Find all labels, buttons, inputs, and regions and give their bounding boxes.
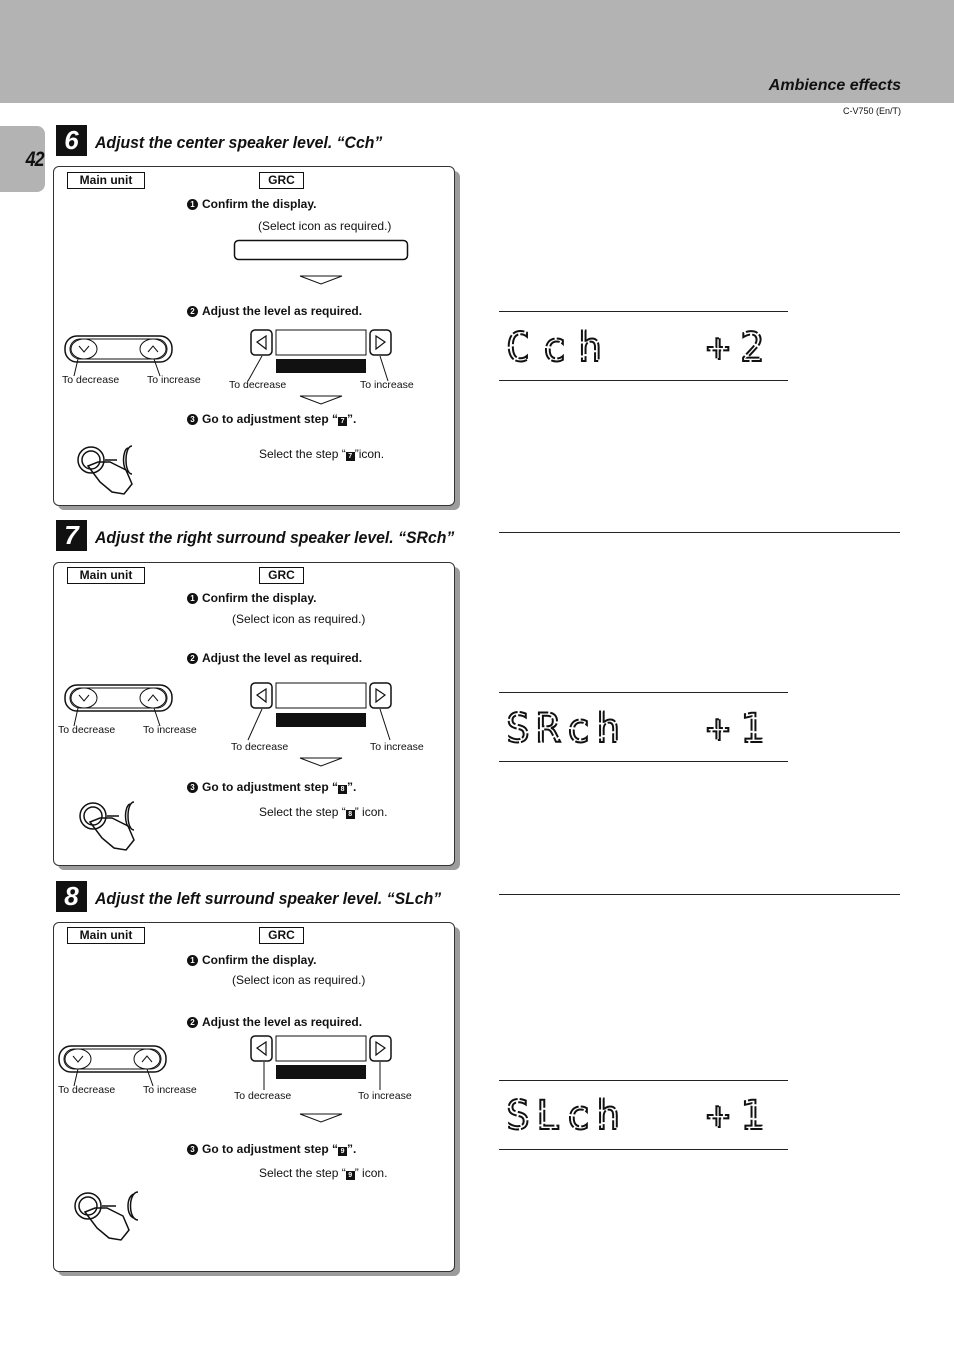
step-number-icon: 7	[338, 417, 347, 426]
grc-label: GRC	[259, 172, 304, 189]
display-channel-text: SRch	[506, 706, 627, 752]
step-8-heading: Adjust the left surround speaker level. “SLch”	[95, 889, 442, 908]
step-7-badge: 7	[56, 520, 87, 551]
knob-increase-label: To increase	[143, 724, 197, 736]
confirm-text: Confirm the display.	[202, 197, 317, 211]
knob-increase-label: To increase	[143, 1084, 197, 1096]
remote-decrease-label: To decrease	[229, 379, 287, 391]
page-number: 42	[25, 148, 44, 171]
goto-suffix: ”.	[347, 1142, 357, 1156]
step-6-badge: 6	[56, 125, 87, 156]
adjust-text: Adjust the level as required.	[202, 1015, 363, 1029]
bullet-2-icon: 2	[187, 1017, 198, 1028]
step-7-heading: Adjust the right surround speaker level. “SRch”	[95, 528, 455, 547]
main-unit-label: Main unit	[67, 172, 145, 189]
section-title: Ambience effects	[768, 77, 901, 94]
goto-prefix: Go to adjustment step “	[202, 1142, 339, 1156]
bullet-2-icon: 2	[187, 306, 198, 317]
select-prefix: Select the step “	[259, 805, 346, 819]
display-channel-text: SLch	[506, 1093, 627, 1139]
goto-prefix: Go to adjustment step “	[202, 780, 339, 794]
bullet-2-icon: 2	[187, 653, 198, 664]
step-6-heading: Adjust the center speaker level. “Cch”	[95, 133, 383, 152]
step-8-badge: 8	[56, 881, 87, 912]
bullet-3-icon: 3	[187, 782, 198, 793]
step-number-icon: 8	[346, 810, 355, 819]
remote-increase-label: To increase	[360, 379, 414, 391]
select-prefix: Select the step “	[259, 447, 346, 461]
select-prefix: Select the step “	[259, 1166, 346, 1180]
bullet-3-icon: 3	[187, 1144, 198, 1155]
confirm-text: Confirm the display.	[202, 591, 317, 605]
step-number-icon: 7	[346, 452, 355, 461]
confirm-text: Confirm the display.	[202, 953, 317, 967]
main-unit-label: Main unit	[67, 567, 145, 584]
bullet-3-icon: 3	[187, 414, 198, 425]
grc-label: GRC	[259, 927, 304, 944]
select-suffix: ” icon.	[354, 1166, 388, 1180]
bullet-1-icon: 1	[187, 199, 198, 210]
knob-decrease-label: To decrease	[58, 724, 116, 736]
step-number-icon: 8	[338, 785, 347, 794]
knob-decrease-label: To decrease	[62, 374, 120, 386]
main-unit-label: Main unit	[67, 927, 145, 944]
step-6-select-note: (Select icon as required.)	[258, 219, 392, 233]
select-suffix: ”icon.	[354, 447, 385, 461]
step-number-icon: 9	[338, 1147, 347, 1156]
goto-suffix: ”.	[347, 780, 357, 794]
goto-prefix: Go to adjustment step “	[202, 412, 339, 426]
bullet-1-icon: 1	[187, 593, 198, 604]
step-7-select-note: (Select icon as required.)	[232, 612, 366, 626]
display-value-text: +1	[706, 1093, 775, 1139]
adjust-text: Adjust the level as required.	[202, 304, 363, 318]
step-8-select-note: (Select icon as required.)	[232, 973, 366, 987]
grc-label: GRC	[259, 567, 304, 584]
adjust-text: Adjust the level as required.	[202, 651, 363, 665]
goto-suffix: ”.	[347, 412, 357, 426]
knob-increase-label: To increase	[147, 374, 201, 386]
display-value-text: +2	[706, 325, 775, 371]
remote-decrease-label: To decrease	[234, 1090, 292, 1102]
model-code: C-V750 (En/T)	[842, 106, 901, 116]
remote-increase-label: To increase	[370, 741, 424, 753]
select-suffix: ” icon.	[354, 805, 388, 819]
remote-decrease-label: To decrease	[231, 741, 289, 753]
step-number-icon: 9	[346, 1171, 355, 1180]
knob-decrease-label: To decrease	[58, 1084, 116, 1096]
bullet-1-icon: 1	[187, 955, 198, 966]
display-value-text: +1	[706, 706, 775, 752]
display-channel-text: Cch	[506, 325, 615, 371]
remote-increase-label: To increase	[358, 1090, 412, 1102]
